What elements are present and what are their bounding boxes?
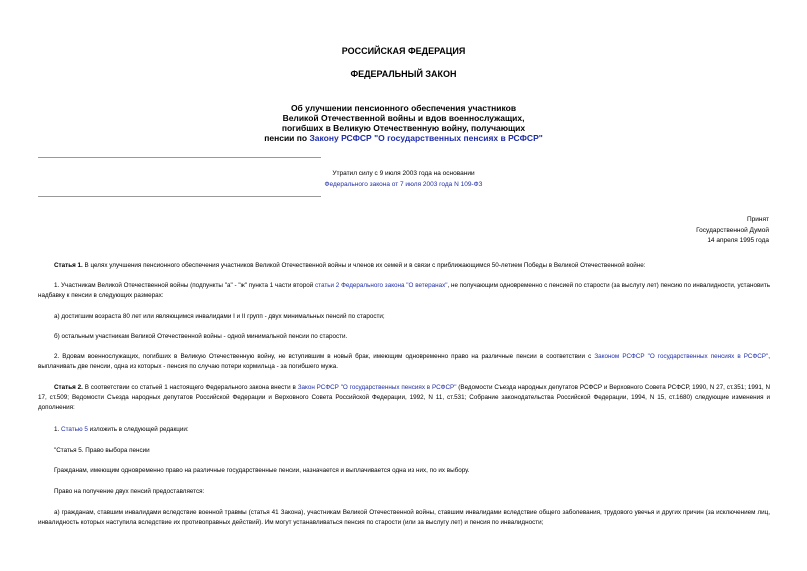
quote-heading: "Статья 5. Право выбора пенсии — [54, 447, 150, 454]
law-title — [0, 103, 807, 143]
paragraph-1 — [38, 281, 770, 301]
article-2 — [38, 383, 770, 413]
title-line: Об улучшении пенсионного обеспечения участников — [290, 103, 517, 113]
repeal-law-link[interactable]: Федерального закона от 7 июля 2003 года N 109-ФЗ — [324, 181, 483, 188]
status-line: Утратил силу с 9 июля 2003 года на основании — [332, 170, 475, 177]
article-text: В соответствии со статьей 1 настоящего Федерального закона внести в — [82, 384, 298, 391]
title-line: погибших в Великую Отечественную войну, получающих — [281, 123, 526, 133]
country-heading: РОССИЙСКАЯ ФЕДЕРАЦИЯ — [341, 46, 466, 56]
para-text: , не получающим одновременно с пенсией по старости (за выслугу лет) пенсию по инвалидности, установить надбавку к пенсии в следующих размерах: — [38, 282, 770, 299]
article-text: В целях улучшения пенсионного обеспечения участников Великой Отечественной войны и членов их семей и в связи с приближающимся 50-летием Победы в Великой Отечественной войне: — [82, 262, 646, 269]
article-1 — [38, 261, 770, 271]
title-line — [0, 133, 807, 143]
divider — [38, 157, 321, 158]
article-label: Статья 1. — [54, 262, 83, 269]
para-text: , выплачивать две пенсии, одна из которых - пенсия по случаю потери кормильца - за погибшего мужа. — [38, 353, 770, 370]
quote-paragraph: Право на получение двух пенсий предоставляется: — [54, 488, 205, 495]
quote-paragraph: Гражданам, имеющим одновременно право на различные государственные пенсии, назначается и выплачивается одна из них, по их выбору. — [54, 467, 470, 474]
adoption-block — [696, 215, 769, 247]
status-note — [0, 168, 807, 190]
item-1 — [38, 425, 770, 435]
title-line: Великой Отечественной войны и вдов военнослужащих, — [282, 113, 525, 123]
pension-law-link[interactable]: Законом РСФСР "О государственных пенсиях в РСФСР" — [594, 353, 769, 360]
subparagraph-a: а) достигшим возраста 80 лет или являющимся инвалидами I и II групп - двух минимальных пенсий по старости; — [54, 313, 385, 320]
title-prefix: пенсии по — [264, 133, 310, 143]
pension-law-link[interactable]: Закону РСФСР "О государственных пенсиях в РСФСР" — [309, 133, 543, 143]
subparagraph-b: б) остальным участникам Великой Отечественной войны - одной минимальной пенсии по старости. — [54, 333, 348, 340]
item-text: изложить в следующей редакции: — [87, 426, 189, 433]
divider — [38, 196, 321, 197]
paragraph-2 — [38, 352, 770, 372]
article-label: Статья 2. — [54, 384, 83, 391]
adopted-body: Государственной Думой — [696, 226, 769, 234]
article-5-link[interactable]: Статью 5 — [61, 426, 88, 433]
para-text: 2. Вдовам военнослужащих, погибших в Великую Отечественную войну, не вступившим в новый брак, имеющим одновременно право на различные пенсии в соответствии с — [54, 353, 595, 360]
article-text: (Ведомости Съезда народных депутатов РСФСР и Верховного Совета РСФСР, 1990, N 27, ст.351; 1991, N 17, ст.509; Ведомости Съезда народных депутатов Российской Федерации и Верховного Совета Российской Федерации, 1992, N 11, ст.531; Собрание законодательства Российской Федерации, 1994, N 15, ст.1680) следующие изменения и дополнения: — [38, 384, 771, 411]
pension-law-link[interactable]: Закон РСФСР "О государственных пенсиях в РСФСР" — [297, 384, 457, 391]
adopted-date: 14 апреля 1995 года — [707, 237, 769, 244]
adopted-label: Принят — [746, 216, 769, 223]
quote-paragraph: а) гражданам, ставшим инвалидами вследствие военной травмы (статья 41 Закона), участникам Великой Отечественной войны, ставшим инвалидами вследствие общего заболевания, трудового увечья и других причин (за исключением лиц, инвалидность которых наступила вследствие их противоправных действий). Им могут устанавливаться пенсия по старости (или за выслугу лет) и пенсия по инвалидности; — [38, 509, 770, 526]
item-text: 1. — [54, 426, 62, 433]
para-text: 1. Участникам Великой Отечественной войны (подпункты "а" - "ж" пункта 1 части второй — [54, 282, 316, 289]
doc-type-heading: ФЕДЕРАЛЬНЫЙ ЗАКОН — [350, 69, 457, 79]
veterans-law-link[interactable]: статьи 2 Федерального закона "О ветеранах" — [315, 282, 448, 289]
